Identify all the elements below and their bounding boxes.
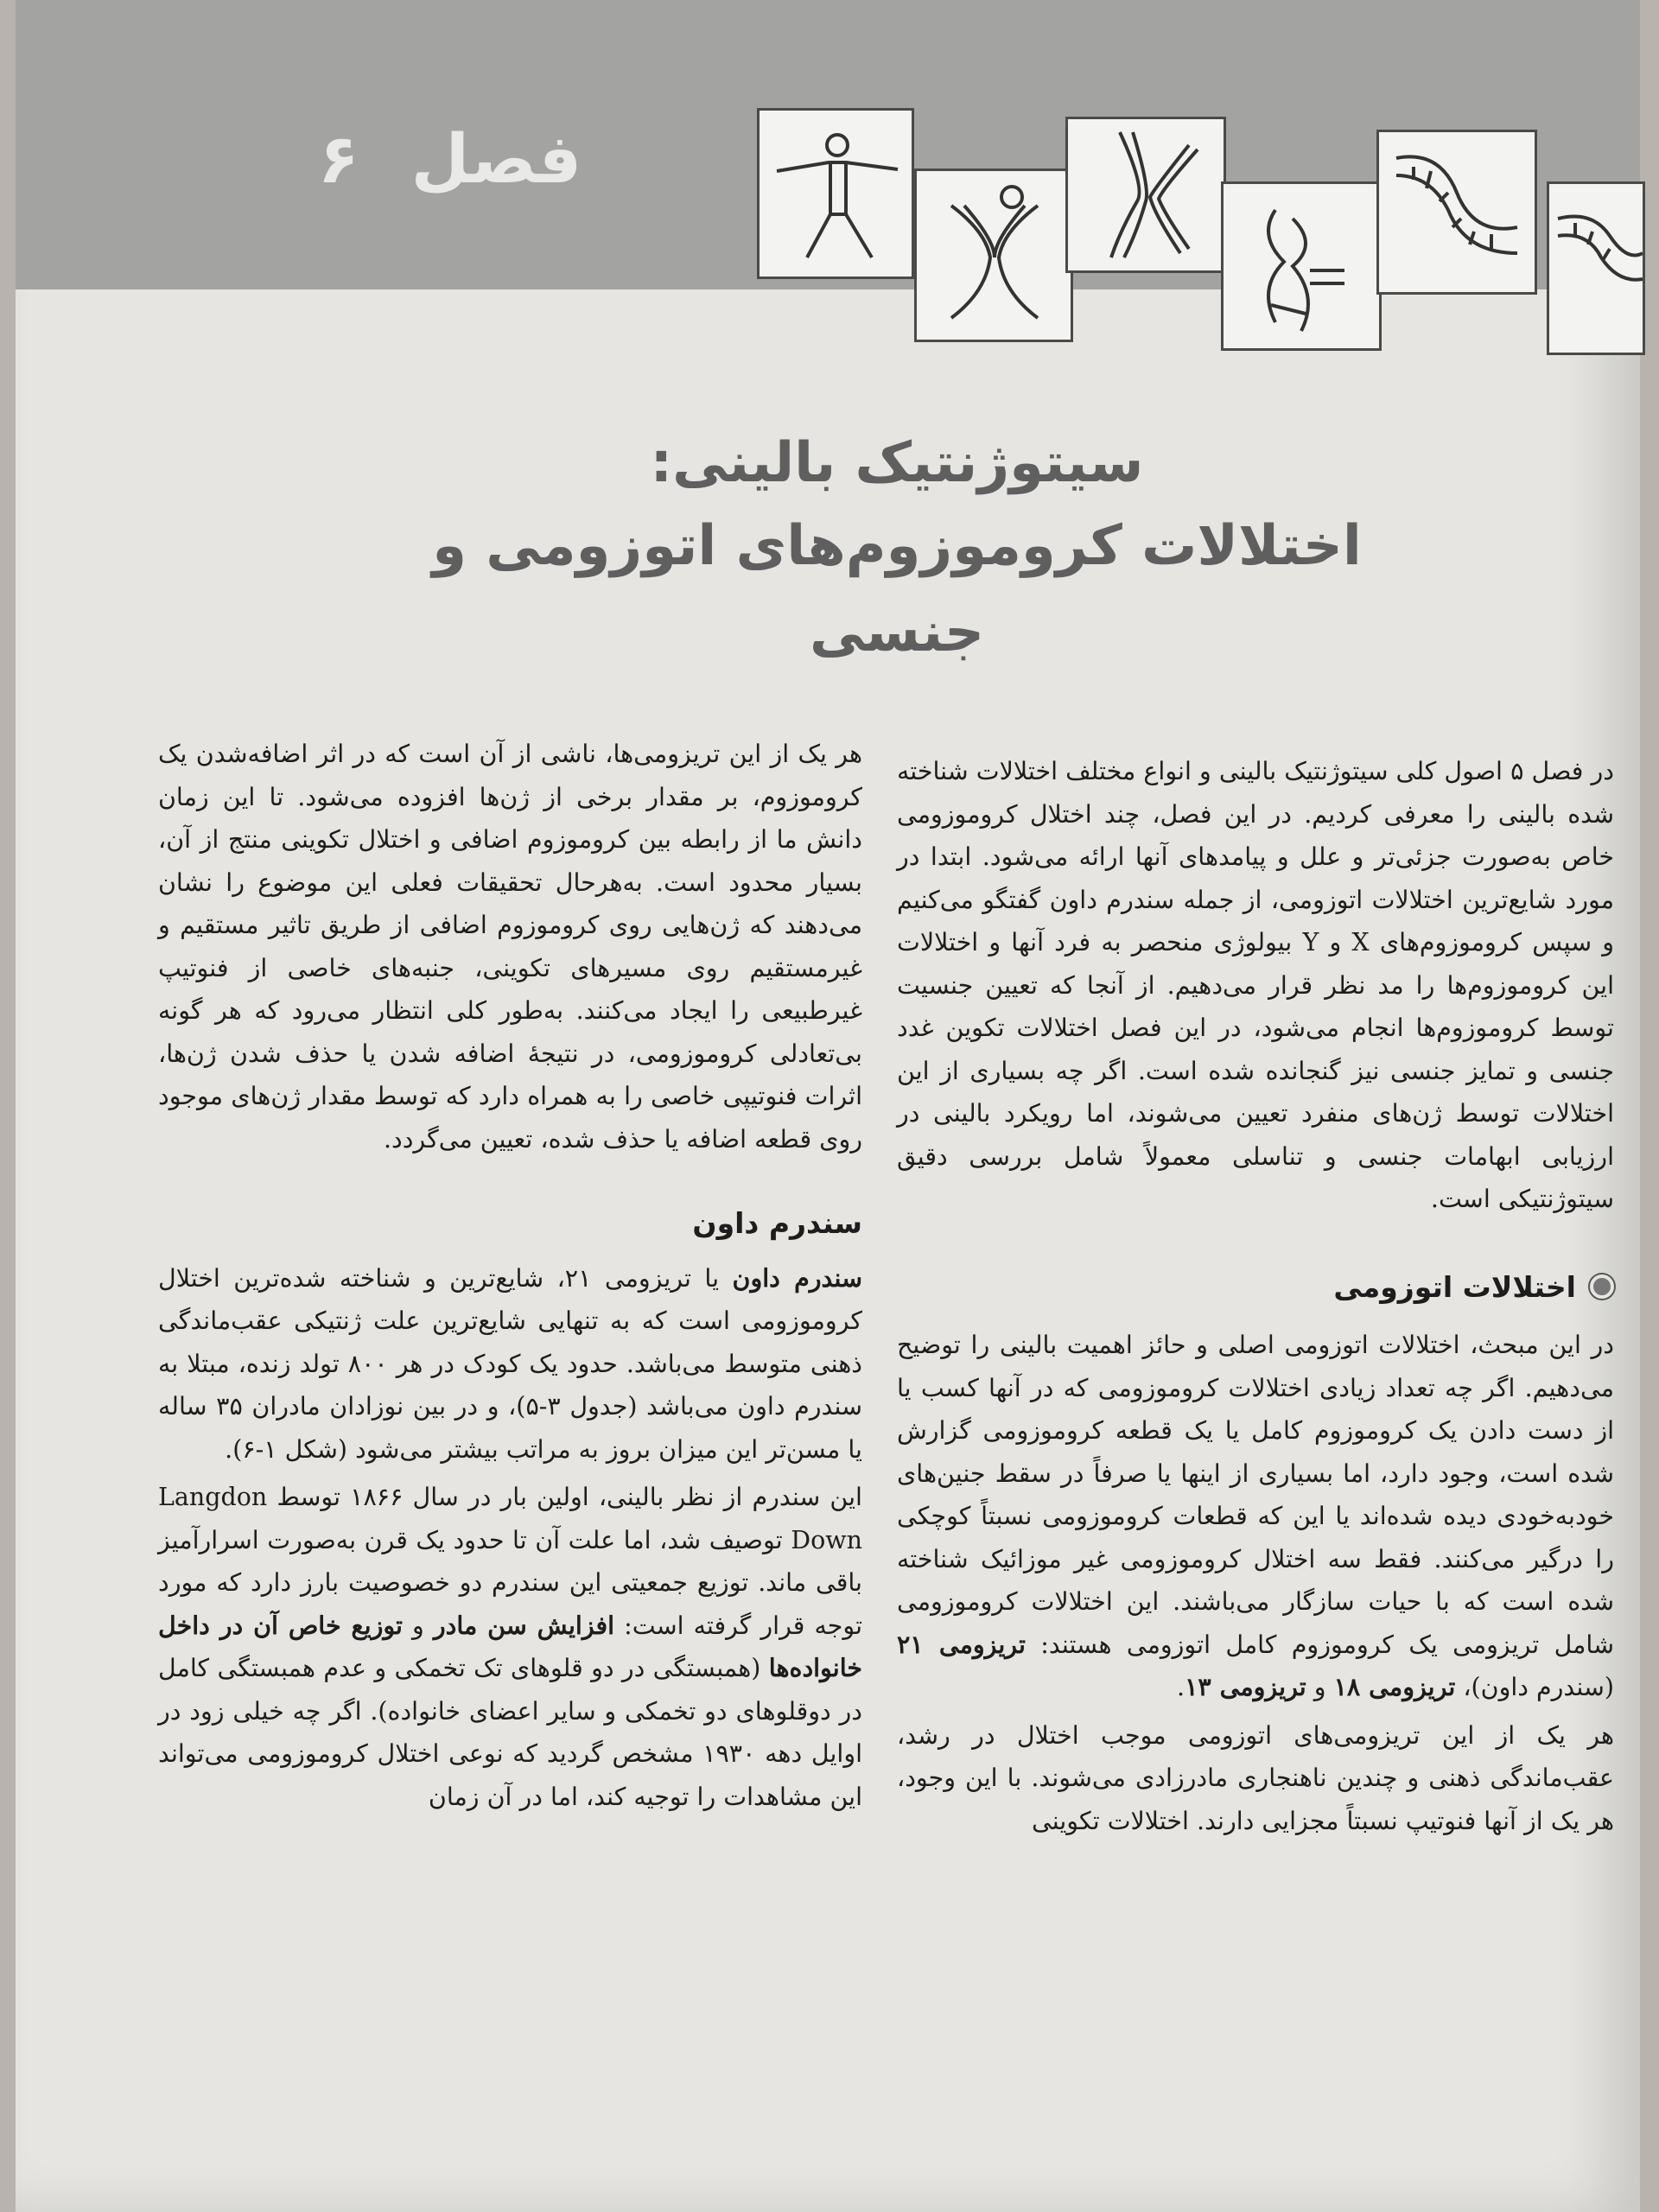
chapter-title: [413, 423, 1381, 676]
chapter-word: فصل: [410, 121, 582, 199]
intro-paragraph: در فصل ۵ اصول کلی سیتوژنتیک بالینی و انواع مختلف اختلالات شناخته شده بالینی را معرفی کردیم. در این فصل، چند اختلال کروموزومی خاص به‌صورت جزئی‌تر و علل و پیامدهای آنها ارائه می‌شود. ابتدا در مورد شایع‌ترین اختلالات اتوزومی، از جمله سندرم داون گفتگو می‌کنیم و سپس کروموزوم‌های X و Y بیولوژی منحصر به فرد آنها و اختلالات این کروموزوم‌ها را مد نظر قرار می‌دهیم. از آنجا که تعیین جنسیت توسط کروموزوم‌ها انجام می‌شود، در این فصل اختلالات تکوین غدد جنسی و تمایز جنسی نیز گنجانده شده است. اگر چه بسیاری از این اختلالات توسط ژن‌های منفرد تعیین می‌شوند، اما رویکرد بالینی در ارزیابی ابهامات جنسی و تناسلی معمولاً شامل بررسی دقیق سیتوژنتیکی است.: [897, 757, 1615, 1213]
title-line-1: سیتوژنتیک بالینی:: [650, 431, 1144, 495]
down-syndrome-paragraph-1: سندرم داون یا تریزومی ۲۱، شایع‌ترین و شناخته شده‌ترین اختلال کروموزومی است که به تنهایی شایع‌ترین علت ژنتیکی عقب‌ماندگی ذهنی متوسط می‌باشد. حدود یک کودک در هر ۸۰۰ تولد زنده، مبتلا به سندرم داون می‌باشد (جدول ۳-۵)، و در بین نوزادان مادران ۳۵ ساله یا مسن‌تر این میزان بروز به مراتب بیشتر می‌شود (شکل ۱-۶).: [158, 1262, 862, 1464]
x-chromosome-icon: [1065, 117, 1226, 273]
dna-helix-partial-icon: [1547, 181, 1645, 355]
left-column: [158, 733, 862, 1823]
bullet-icon: [1590, 1274, 1614, 1299]
heading-text: سندرم داون: [692, 1206, 862, 1240]
down-syndrome-paragraph-2: این سندرم از نظر بالینی، اولین بار در سال ۱۸۶۶ توسط Langdon Down توصیف شد، اما علت آن تا حدود یک قرن به‌صورت اسرارآمیز باقی ماند. توزیع جمعیتی این سندرم دو خصوصیت بارز دارد که مورد توجه قرار گرفته است: افزایش سن مادر و توزیع خاص آن در داخل خانواده‌ها (همبستگی در دو قلوهای تک تخمکی و عدم همبستگی کامل در دوقلوهای دو تخمکی و سایر اعضای خانواده). اگر چه خیلی زود در اوایل دهه ۱۹۳۰ مشخص گردید که نوعی اختلال کروموزومی می‌تواند این مشاهدات را توجیه کند، اما در آن زمان: [158, 1483, 863, 1811]
right-column: [897, 750, 1614, 1847]
trisomy-paragraph: هر یک از این تریزومی‌ها، ناشی از آن است که در اثر اضافه‌شدن یک کروموزوم، بر مقدار برخی از ژن‌ها افزوده می‌شود. تا این زمان دانش ما از رابطه بین کروموزوم اضافی و اختلال تکوینی منتج از آن، بسیار محدود است. به‌هرحال تحقیقات فعلی این موضوع را نشان می‌دهند که ژن‌هایی روی کروموزوم اضافی از طریق تاثیر مستقیم و غیرمستقیم روی مسیرهای تکوینی، جنبه‌های خاصی از فنوتیپ غیرطبیعی را ایجاد می‌کنند. به‌طور کلی انتظار می‌رود که هر گونه بی‌تعادلی کروموزومی، در نتیجهٔ اضافه شدن یا حذف شدن ژن‌ها، اثرات فنوتیپی خاصی را به همراه دارد که توسط مقدار ژن‌های موجود روی قطعه اضافه یا حذف شده، تعیین می‌گردد.: [158, 740, 862, 1154]
section-heading-autosomal: [897, 1266, 1614, 1309]
human-figure-icon: [757, 108, 914, 279]
heading-text: اختلالات اتوزومی: [1333, 1269, 1576, 1304]
chapter-label: [318, 121, 582, 199]
title-line-2: اختلالات کروموزوم‌های اتوزومی و جنسی: [432, 514, 1362, 664]
chromosome-figure-icon: [914, 168, 1073, 342]
chromosome-pair-icon: [1221, 181, 1382, 351]
chapter-number: ۶: [318, 121, 359, 199]
section-heading-down-syndrome: [158, 1202, 862, 1245]
book-page: [16, 0, 1640, 2212]
autosomal-paragraph-2: هر یک از این تریزومی‌های اتوزومی موجب اختلال در رشد، عقب‌ماندگی ذهنی و چندین ناهنجاری مادرزادی می‌شوند. با این وجود، هر یک از آنها فنوتیپ نسبتاً مجزایی دارند. اختلالات تکوینی: [897, 1720, 1614, 1835]
autosomal-paragraph-1: در این مبحث، اختلالات اتوزومی اصلی و حائز اهمیت بالینی را توضیح می‌دهیم. اگر چه تعداد زیادی اختلالات کروموزومی که در آنها کسب یا از دست دادن یک کروموزوم کامل یا یک قطعه کروموزومی گزارش شده است، وجود دارد، اما بسیاری از اینها یا صرفاً در سقط جنین‌های خودبه‌خودی دیده شده‌اند یا این که قطعات کروموزومی نسبتاً کوچکی را درگیر می‌کنند. فقط سه اختلال کروموزومی غیر موزائیک شناخته شده است که با حیات سازگار می‌باشند. این اختلالات کروموزومی شامل تریزومی یک کروموزوم کامل اتوزومی هستند: تریزومی ۲۱ (سندرم داون)، تریزومی ۱۸ و تریزومی ۱۳.: [897, 1331, 1614, 1701]
dna-helix-icon: [1376, 130, 1537, 295]
